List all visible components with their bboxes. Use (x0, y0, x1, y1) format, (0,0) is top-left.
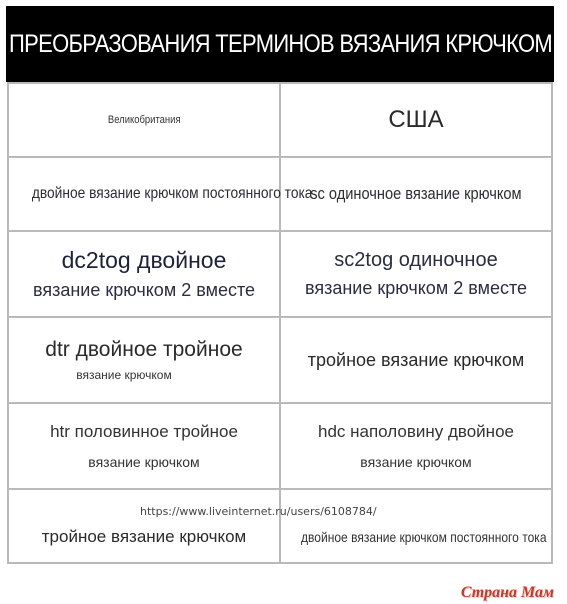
header-banner (6, 6, 554, 82)
cell-us: sc одиночное вязание крючком (280, 157, 552, 231)
cell-us: hdc наполовину двойное вязание крючком (280, 403, 552, 489)
cell-uk: dtr двойное тройное вязание крючком (8, 317, 280, 403)
cell-us: двойное вязание крючком постоянного тока (280, 489, 552, 563)
cell-us: тройное вязание крючком (280, 317, 552, 403)
table-row (8, 489, 552, 563)
cell-uk: двойное вязание крючком постоянного тока (8, 157, 280, 231)
page-title: ПРЕОБРАЗОВАНИЯ ТЕРМИНОВ ВЯЗАНИЯ КРЮЧКОМ (8, 29, 552, 58)
table-row (8, 317, 552, 403)
cell-uk: тройное вязание крючком (8, 489, 280, 563)
table-row (8, 403, 552, 489)
cell-us: sc2tog одиночное вязание крючком 2 вместе (280, 231, 552, 317)
table-row (8, 157, 552, 231)
col-header-uk: Великобритания (8, 83, 280, 157)
watermark-logo: Страна Мам (460, 584, 554, 601)
cell-uk: dc2tog двойное вязание крючком 2 вместе (8, 231, 280, 317)
table-row (8, 231, 552, 317)
source-url: https://www.liveinternet.ru/users/6108784/ (140, 505, 377, 518)
cell-uk: htr половинное тройное вязание крючком (8, 403, 280, 489)
col-header-us: США (280, 83, 552, 157)
terms-table (7, 82, 553, 564)
table-header-row (8, 83, 552, 157)
